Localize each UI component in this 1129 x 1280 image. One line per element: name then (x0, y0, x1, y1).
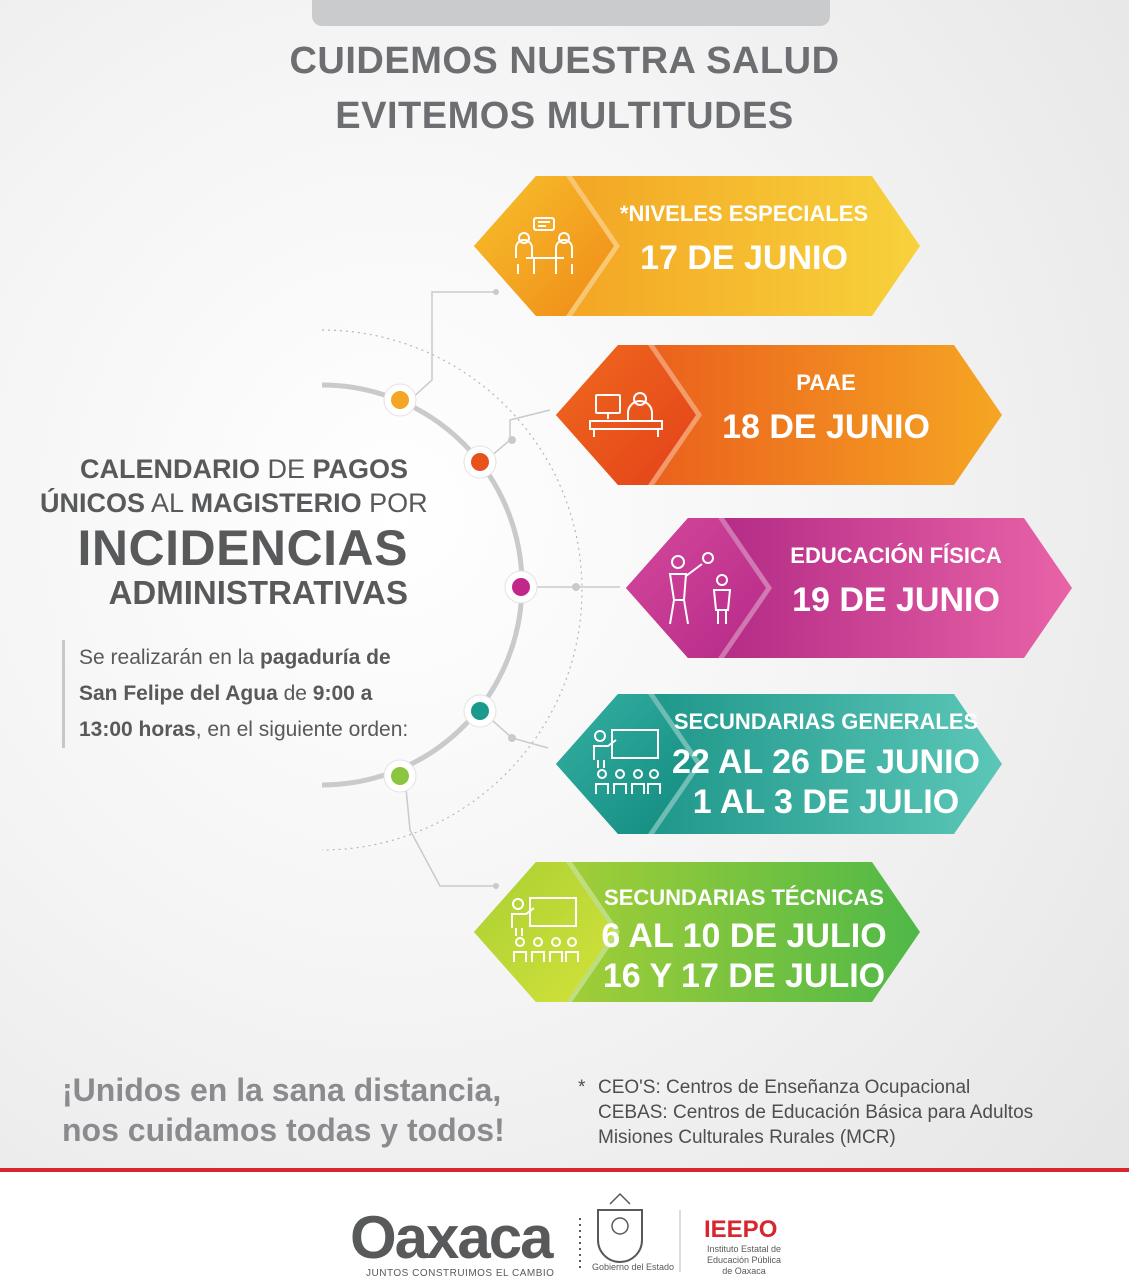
schedule-date-4b: 1 AL 3 DE JULIO (692, 783, 960, 821)
title-word-pagos: PAGOS (312, 454, 408, 484)
schedule-date-1: 17 DE JUNIO (640, 239, 848, 277)
title-word-al: AL (145, 488, 191, 518)
slogan-line-2: nos cuidamos todas y todos! (62, 1112, 505, 1148)
title-word-magisterio: MAGISTERIO (190, 488, 362, 518)
schedule-date-2: 18 DE JUNIO (722, 408, 930, 446)
schedule-date-5a: 6 AL 10 DE JULIO (601, 917, 887, 955)
title-administrativas: ADMINISTRATIVAS (108, 574, 408, 611)
footnote-ceos: CEO'S: Centros de Enseñanza Ocupacional (598, 1077, 971, 1098)
footnote-cebas: CEBAS: Centros de Educación Básica para Adultos (598, 1102, 1034, 1123)
desc-time-1: 9:00 a (312, 682, 373, 705)
schedule-label-3: EDUCACIÓN FÍSICA (790, 543, 1002, 568)
state-seal-icon (598, 1194, 642, 1262)
desc-place-1: pagaduría de (259, 646, 391, 669)
desc-time-2: 13:00 horas (79, 718, 196, 741)
title-word-de: DE (259, 454, 313, 484)
footnote-marker: * (578, 1077, 586, 1098)
title-word-calendario: CALENDARIO (79, 454, 260, 484)
gobierno-del-estado: Gobierno del Estado (592, 1262, 675, 1272)
headline-line-2: EVITEMOS MULTITUDES (335, 95, 794, 137)
desc-text-1: Se realizarán en la (79, 646, 260, 669)
headline-line-1: CUIDEMOS NUESTRA SALUD (289, 40, 840, 82)
desc-text-2: de (277, 682, 313, 705)
title-word-unicos: ÚNICOS (40, 488, 146, 518)
schedule-date-5b: 16 Y 17 DE JULIO (602, 957, 886, 995)
schedule-date-3: 19 DE JUNIO (792, 581, 1000, 619)
slogan-line-1: ¡Unidos en la sana distancia, (62, 1072, 502, 1108)
desc-text-3: , en el siguiente orden: (195, 718, 409, 741)
ieepo-logo: IEEPO (704, 1216, 778, 1243)
desc-place-2: San Felipe del Agua (79, 682, 278, 705)
schedule-label-1: *NIVELES ESPECIALES (619, 201, 869, 226)
ieepo-fullname: Instituto Estatal de Educación Pública de Oaxaca (706, 1244, 782, 1276)
title-incidencias: INCIDENCIAS (77, 520, 408, 576)
oaxaca-tagline: JUNTOS CONSTRUIMOS EL CAMBIO (366, 1268, 555, 1279)
schedule-label-5: SECUNDARIAS TÉCNICAS (604, 885, 884, 910)
footnote-mcr: Misiones Culturales Rurales (MCR) (598, 1127, 896, 1148)
schedule-label-2: PAAE (796, 370, 856, 395)
oaxaca-logo: Oaxaca (350, 1204, 552, 1271)
schedule-label-4: SECUNDARIAS GENERALES (673, 709, 979, 734)
title-word-por: POR (361, 488, 428, 518)
schedule-date-4a: 22 AL 26 DE JUNIO (671, 743, 980, 781)
